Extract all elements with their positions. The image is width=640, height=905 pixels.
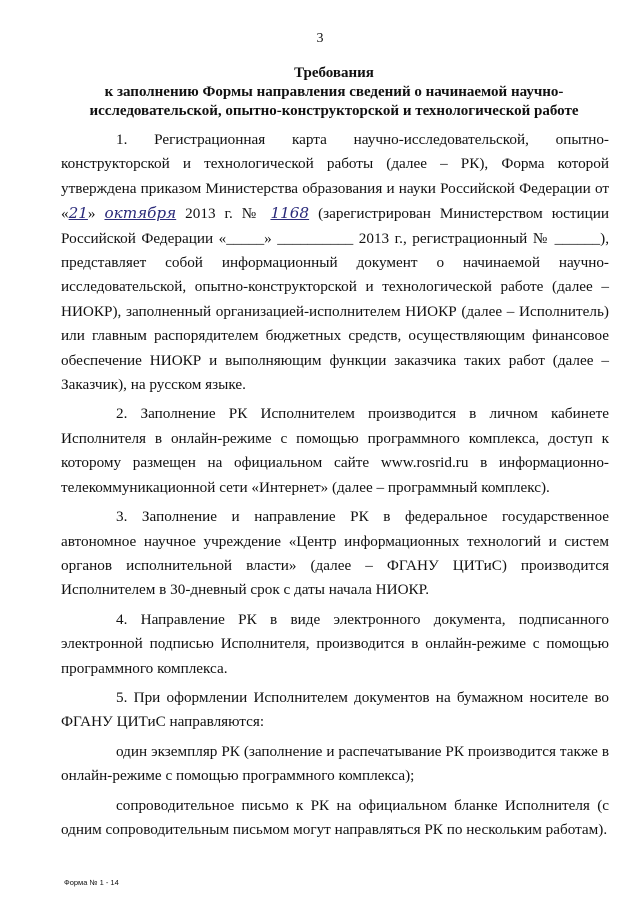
title-line-1: Требования: [294, 65, 374, 81]
handwritten-month: октября: [104, 204, 177, 223]
title-line-3: исследовательской, опытно-конструкторской и технологической работе: [89, 103, 579, 119]
p1-text-a: 1. Регистрационная карта научно-исследовательской, опытно-конструкторской и технологической работы (далее – РК), Форма которой утверждена приказом Министерства образования и науки Российской Федерации от «: [61, 131, 609, 223]
paragraph-6: один экземпляр РК (заполнение и распечатывание РК производится также в онлайн-режиме с помощью программного комплекса);: [61, 742, 609, 785]
handwritten-day: 21: [68, 204, 88, 223]
p1-text-d: (зарегистрирован Министерством юстиции Российской Федерации «_____» __________ 2013 г., регистрационный № ______), представляет собой информационный документ о начинаемой научно-исследовательской, опытно-конструкторской и технологической работе (далее – НИОКР), заполненный организацией-исполнителем НИОКР (далее – Исполнитель) или главным распорядителем бюджетных средств, осуществляющим финансовое обеспечение НИОКР и выполняющим функции заказчика таких работ (далее – Заказчик), на русском языке.: [61, 205, 609, 394]
handwritten-order-number: 1168: [270, 204, 310, 223]
paragraph-7: сопроводительное письмо к РК на официальном бланке Исполнителя (с одним сопроводительным письмом могут направляться РК по нескольким работам).: [61, 796, 609, 838]
paragraph-2: 2. Заполнение РК Исполнителем производится в личном кабинете Исполнителя в онлайн-режиме с помощью программного комплекса, доступ к которому размещен на официальном сайте www.rosrid.ru в информационно-телекоммуникационной сети «Интернет» (далее – программный комплекс).: [61, 405, 609, 496]
paragraph-1: [61, 128, 609, 397]
form-footer: Форма № 1 - 14: [64, 878, 119, 887]
p1-text-c: 2013 г. №: [176, 205, 271, 223]
p1-text-b: »: [87, 205, 105, 223]
title-line-2: к заполнению Формы направления сведений о начинаемой научно-: [104, 84, 564, 100]
paragraph-3: 3. Заполнение и направление РК в федеральное государственное автономное научное учреждение «Центр информационных технологий и систем органов исполнительной власти» (далее – ФГАНУ ЦИТиС) производится Исполнителем в 30-дневный срок с даты начала НИОКР.: [61, 508, 609, 599]
page-number: 3: [316, 31, 324, 46]
paragraph-4: 4. Направление РК в виде электронного документа, подписанного электронной подписью Исполнителя, производится в онлайн-режиме с помощью программного комплекса.: [61, 610, 609, 677]
document-body: [61, 128, 609, 847]
document-title: [60, 64, 608, 121]
paragraph-5: 5. При оформлении Исполнителем документов на бумажном носителе во ФГАНУ ЦИТиС направляются:: [61, 688, 609, 731]
